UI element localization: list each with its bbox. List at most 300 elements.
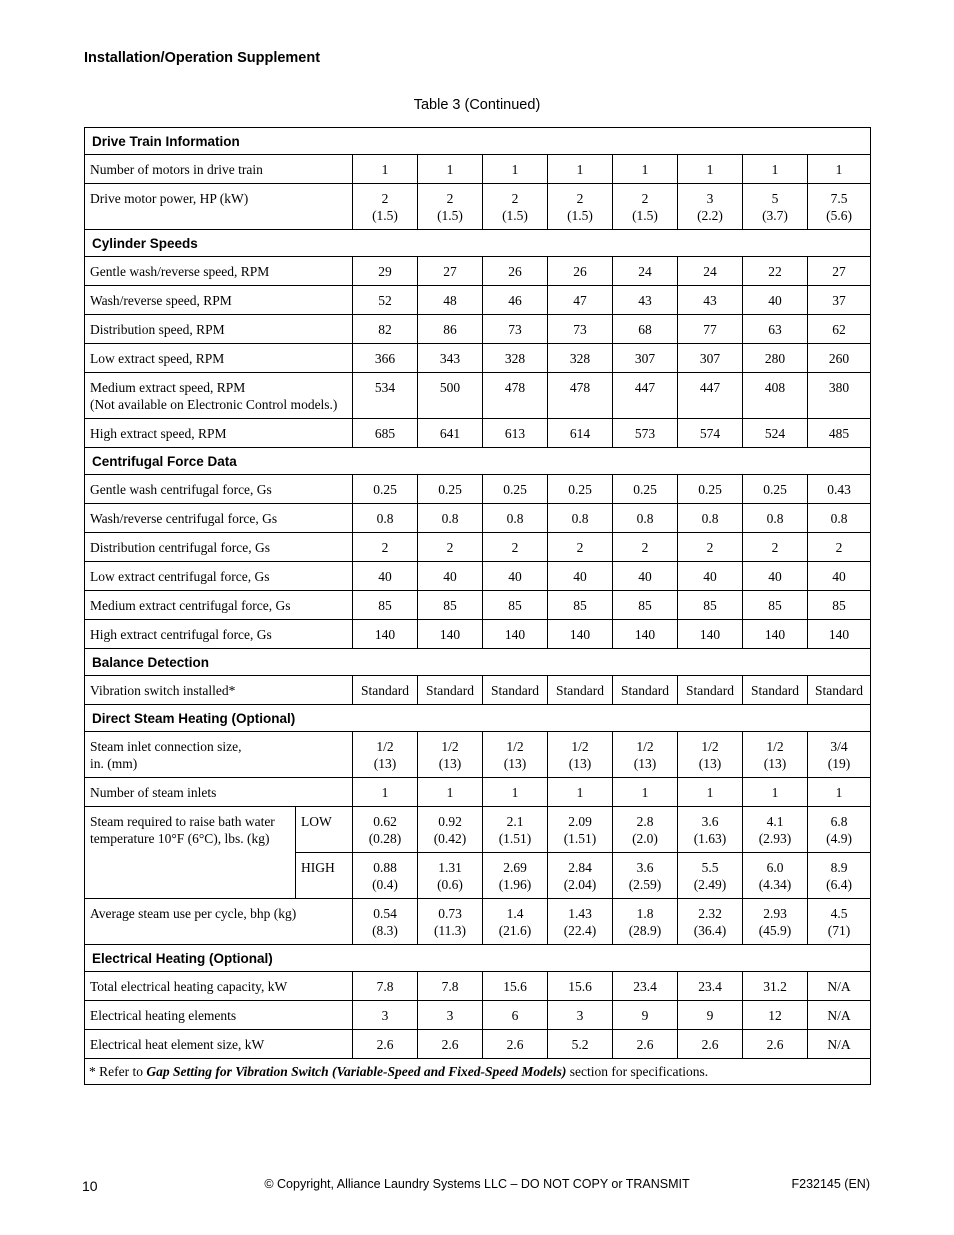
cell-line: 1 — [706, 785, 714, 800]
cell-line: 40 — [768, 293, 782, 308]
cell-line: 140 — [439, 627, 461, 642]
value-cell — [483, 778, 548, 807]
cell-line: 27 — [832, 264, 846, 279]
cell-line: 3 — [446, 1008, 454, 1023]
cell-line: 68 — [638, 322, 652, 337]
cell-line: (6.4) — [826, 877, 852, 892]
cell-line: 85 — [573, 598, 587, 613]
value-cell — [808, 778, 871, 807]
cell-line: 77 — [703, 322, 717, 337]
value-cell — [483, 676, 548, 705]
cell-line: Drive motor power, HP (kW) — [90, 191, 249, 206]
cell-line: 1 — [771, 162, 779, 177]
cell-line: 685 — [374, 426, 396, 441]
cell-line: 485 — [828, 426, 850, 441]
value-cell — [743, 286, 808, 315]
cell-line: 1 — [641, 785, 649, 800]
value-cell — [353, 475, 418, 504]
value-cell — [808, 315, 871, 344]
cell-line: 5 — [771, 191, 779, 206]
value-cell — [808, 562, 871, 591]
cell-line: 1 — [706, 162, 714, 177]
cell-line: 343 — [439, 351, 461, 366]
row-label — [85, 1030, 353, 1059]
cell-line: 140 — [699, 627, 721, 642]
cell-line: 478 — [504, 380, 526, 395]
table-row — [85, 344, 871, 373]
cell-line: 3 — [576, 1008, 584, 1023]
value-cell — [678, 475, 743, 504]
value-cell — [808, 807, 871, 853]
cell-line: 40 — [832, 569, 846, 584]
cell-line: Wash/reverse centrifugal force, Gs — [90, 511, 278, 526]
cell-line: 0.62 — [373, 814, 397, 829]
value-cell — [353, 972, 418, 1001]
cell-line: 478 — [569, 380, 591, 395]
cell-line: 1 — [835, 162, 843, 177]
cell-line: 5.2 — [571, 1037, 589, 1052]
row-label — [85, 533, 353, 562]
value-cell — [743, 373, 808, 419]
cell-line: (1.5) — [567, 208, 593, 223]
cell-line: (2.04) — [563, 877, 597, 892]
value-cell — [678, 315, 743, 344]
value-cell — [743, 155, 808, 184]
cell-line: 2.6 — [506, 1037, 524, 1052]
cell-line: 63 — [768, 322, 782, 337]
cell-line: 447 — [634, 380, 656, 395]
value-cell — [353, 899, 418, 945]
cell-line: 48 — [443, 293, 457, 308]
cell-line: Standard — [686, 683, 734, 698]
table-row — [85, 676, 871, 705]
table-row — [85, 899, 871, 945]
cell-line: Electrical heating elements — [90, 1008, 237, 1023]
value-cell — [418, 562, 483, 591]
value-cell — [613, 676, 678, 705]
row-label — [85, 676, 353, 705]
cell-line: 447 — [699, 380, 721, 395]
specifications-table — [84, 127, 871, 1085]
section-title: Centrifugal Force Data — [85, 448, 871, 475]
cell-line: Wash/reverse speed, RPM — [90, 293, 232, 308]
value-cell — [548, 475, 613, 504]
cell-line: 1/2 — [636, 739, 654, 754]
cell-line: 0.25 — [373, 482, 397, 497]
value-cell — [613, 853, 678, 899]
cell-line: (45.9) — [758, 923, 792, 938]
value-cell — [548, 620, 613, 649]
cell-line: 29 — [378, 264, 392, 279]
value-cell — [548, 732, 613, 778]
cell-line: 1.8 — [636, 906, 654, 921]
row-label — [85, 899, 353, 945]
cell-line: 366 — [374, 351, 396, 366]
cell-line: 1/2 — [766, 739, 784, 754]
value-cell — [678, 504, 743, 533]
value-cell — [808, 1001, 871, 1030]
cell-line: 2.6 — [636, 1037, 654, 1052]
cell-line: 26 — [508, 264, 522, 279]
cell-line: 2 — [511, 191, 519, 206]
value-cell — [743, 620, 808, 649]
value-cell — [613, 344, 678, 373]
value-cell — [678, 778, 743, 807]
section-title: Drive Train Information — [85, 128, 871, 155]
cell-line: (1.5) — [372, 208, 398, 223]
cell-line: 6.8 — [830, 814, 848, 829]
row-label — [85, 591, 353, 620]
cell-line: 2.6 — [701, 1037, 719, 1052]
value-cell — [808, 257, 871, 286]
cell-line: 2 — [835, 540, 843, 555]
value-cell — [418, 807, 483, 853]
cell-line: 0.8 — [506, 511, 524, 526]
section-title: Electrical Heating (Optional) — [85, 945, 871, 972]
cell-line: N/A — [827, 1008, 851, 1023]
row-label — [85, 286, 353, 315]
cell-line: 40 — [443, 569, 457, 584]
cell-line: 7.8 — [441, 979, 459, 994]
value-cell — [353, 257, 418, 286]
value-cell — [548, 504, 613, 533]
cell-line: 1 — [381, 162, 389, 177]
row-sublabel: LOW — [296, 807, 353, 853]
cell-line: 24 — [638, 264, 652, 279]
cell-line: 140 — [504, 627, 526, 642]
value-cell — [418, 899, 483, 945]
row-label — [85, 807, 296, 899]
value-cell — [418, 475, 483, 504]
cell-line: (1.5) — [502, 208, 528, 223]
value-cell — [808, 533, 871, 562]
value-cell — [743, 504, 808, 533]
cell-line: Electrical heat element size, kW — [90, 1037, 265, 1052]
value-cell — [483, 807, 548, 853]
cell-line: 73 — [573, 322, 587, 337]
value-cell — [743, 732, 808, 778]
value-cell — [483, 1030, 548, 1059]
cell-line: 1 — [446, 785, 454, 800]
cell-line: (Not available on Electronic Control models.) — [90, 397, 338, 412]
cell-line: High extract centrifugal force, Gs — [90, 627, 272, 642]
value-cell — [678, 257, 743, 286]
value-cell — [678, 533, 743, 562]
value-cell — [678, 419, 743, 448]
value-cell — [483, 475, 548, 504]
row-label — [85, 620, 353, 649]
cell-line: N/A — [827, 979, 851, 994]
cell-line: 2 — [446, 191, 454, 206]
value-cell — [353, 373, 418, 419]
footnote-row — [85, 1059, 871, 1085]
cell-line: 1.31 — [438, 860, 462, 875]
cell-line: 2.1 — [506, 814, 524, 829]
value-cell — [418, 315, 483, 344]
cell-line: 1/2 — [701, 739, 719, 754]
cell-line: 2.32 — [698, 906, 722, 921]
cell-line: High extract speed, RPM — [90, 426, 227, 441]
value-cell — [418, 373, 483, 419]
value-cell — [613, 732, 678, 778]
value-cell — [743, 778, 808, 807]
cell-line: 85 — [508, 598, 522, 613]
value-cell — [743, 899, 808, 945]
cell-line: Standard — [621, 683, 669, 698]
cell-line: 1/2 — [441, 739, 459, 754]
value-cell — [483, 620, 548, 649]
cell-line: 6.0 — [766, 860, 784, 875]
row-label — [85, 315, 353, 344]
cell-line: (13) — [503, 756, 527, 771]
cell-line: (4.9) — [826, 831, 852, 846]
cell-line: 260 — [828, 351, 850, 366]
cell-line: (1.51) — [563, 831, 597, 846]
value-cell — [548, 155, 613, 184]
cell-line: 9 — [641, 1008, 649, 1023]
cell-line: Standard — [751, 683, 799, 698]
section-title: Direct Steam Heating (Optional) — [85, 705, 871, 732]
cell-line: 7.5 — [830, 191, 848, 206]
value-cell — [678, 899, 743, 945]
value-cell — [678, 1030, 743, 1059]
value-cell — [483, 1001, 548, 1030]
value-cell — [613, 257, 678, 286]
cell-line: (2.93) — [758, 831, 792, 846]
value-cell — [613, 899, 678, 945]
cell-line: 12 — [768, 1008, 782, 1023]
cell-line: 15.6 — [503, 979, 527, 994]
value-cell — [548, 1001, 613, 1030]
cell-line: (2.49) — [693, 877, 727, 892]
value-cell — [418, 184, 483, 230]
cell-line: 6 — [511, 1008, 519, 1023]
cell-line: temperature 10°F (6°C), lbs. (kg) — [90, 831, 270, 846]
cell-line: Low extract centrifugal force, Gs — [90, 569, 270, 584]
row-label — [85, 972, 353, 1001]
value-cell — [483, 184, 548, 230]
cell-line: 85 — [638, 598, 652, 613]
cell-line: 37 — [832, 293, 846, 308]
cell-line: 3.6 — [636, 860, 654, 875]
table-row — [85, 475, 871, 504]
table-row — [85, 591, 871, 620]
section-header-row — [85, 230, 871, 257]
cell-line: 0.25 — [438, 482, 462, 497]
cell-line: 1/2 — [571, 739, 589, 754]
value-cell — [613, 184, 678, 230]
cell-line: 40 — [378, 569, 392, 584]
cell-line: (36.4) — [693, 923, 727, 938]
cell-line: 0.8 — [830, 511, 848, 526]
value-cell — [418, 620, 483, 649]
table-row — [85, 315, 871, 344]
table-row — [85, 562, 871, 591]
cell-line: 534 — [374, 380, 396, 395]
value-cell — [613, 504, 678, 533]
cell-line: 85 — [768, 598, 782, 613]
value-cell — [743, 533, 808, 562]
cell-line: 86 — [443, 322, 457, 337]
value-cell — [743, 344, 808, 373]
value-cell — [418, 778, 483, 807]
value-cell — [678, 344, 743, 373]
cell-line: 1 — [771, 785, 779, 800]
cell-line: 0.92 — [438, 814, 462, 829]
section-header-row — [85, 128, 871, 155]
value-cell — [743, 419, 808, 448]
value-cell — [613, 807, 678, 853]
value-cell — [678, 853, 743, 899]
cell-line: 1/2 — [376, 739, 394, 754]
value-cell — [418, 286, 483, 315]
cell-line: Standard — [491, 683, 539, 698]
value-cell — [743, 562, 808, 591]
cell-line: (0.4) — [372, 877, 398, 892]
table-row — [85, 1030, 871, 1059]
cell-line: 40 — [768, 569, 782, 584]
table-row — [85, 807, 871, 853]
value-cell — [548, 533, 613, 562]
row-label — [85, 419, 353, 448]
value-cell — [808, 344, 871, 373]
table-row — [85, 373, 871, 419]
cell-line: Distribution centrifugal force, Gs — [90, 540, 270, 555]
value-cell — [483, 419, 548, 448]
value-cell — [548, 1030, 613, 1059]
cell-line: 0.25 — [503, 482, 527, 497]
value-cell — [353, 315, 418, 344]
cell-line: Total electrical heating capacity, kW — [90, 979, 288, 994]
cell-line: (2.0) — [632, 831, 658, 846]
value-cell — [743, 1030, 808, 1059]
cell-line: 0.8 — [636, 511, 654, 526]
value-cell — [678, 373, 743, 419]
cell-line: 2 — [576, 191, 584, 206]
cell-line: 2 — [381, 191, 389, 206]
cell-line: 27 — [443, 264, 457, 279]
value-cell — [418, 853, 483, 899]
value-cell — [613, 419, 678, 448]
value-cell — [483, 899, 548, 945]
cell-line: 140 — [569, 627, 591, 642]
section-header-row — [85, 448, 871, 475]
value-cell — [678, 286, 743, 315]
cell-line: (1.63) — [693, 831, 727, 846]
section-header-row — [85, 945, 871, 972]
table-row — [85, 1001, 871, 1030]
cell-line: 0.8 — [376, 511, 394, 526]
row-label — [85, 257, 353, 286]
value-cell — [613, 373, 678, 419]
value-cell — [548, 419, 613, 448]
cell-line: 140 — [828, 627, 850, 642]
value-cell — [743, 972, 808, 1001]
cell-line: Steam required to raise bath water — [90, 814, 275, 829]
value-cell — [613, 1030, 678, 1059]
cell-line: in. (mm) — [90, 756, 138, 771]
value-cell — [483, 257, 548, 286]
table-row — [85, 504, 871, 533]
value-cell — [483, 562, 548, 591]
value-cell — [483, 591, 548, 620]
cell-line: 0.25 — [633, 482, 657, 497]
footnote-suffix: section for specifications. — [566, 1064, 709, 1079]
cell-line: 23.4 — [633, 979, 657, 994]
cell-line: 140 — [634, 627, 656, 642]
value-cell — [613, 972, 678, 1001]
value-cell — [808, 853, 871, 899]
cell-line: 1 — [835, 785, 843, 800]
value-cell — [678, 591, 743, 620]
value-cell — [808, 504, 871, 533]
value-cell — [548, 184, 613, 230]
value-cell — [548, 373, 613, 419]
row-label — [85, 184, 353, 230]
value-cell — [808, 1030, 871, 1059]
row-label — [85, 504, 353, 533]
cell-line: (13) — [633, 756, 657, 771]
footnote-prefix: * Refer to — [89, 1064, 147, 1079]
cell-line: 85 — [703, 598, 717, 613]
cell-line: (13) — [438, 756, 462, 771]
value-cell — [353, 419, 418, 448]
cell-line: 85 — [443, 598, 457, 613]
value-cell — [678, 732, 743, 778]
cell-line: (1.5) — [437, 208, 463, 223]
value-cell — [548, 853, 613, 899]
cell-line: 2 — [446, 540, 454, 555]
section-title: Balance Detection — [85, 649, 871, 676]
cell-line: 7.8 — [376, 979, 394, 994]
cell-line: 8.9 — [830, 860, 848, 875]
cell-line: 15.6 — [568, 979, 592, 994]
value-cell — [548, 286, 613, 315]
cell-line: 3 — [381, 1008, 389, 1023]
cell-line: Standard — [426, 683, 474, 698]
cell-line: 2.8 — [636, 814, 654, 829]
cell-line: (22.4) — [563, 923, 597, 938]
cell-line: 2 — [771, 540, 779, 555]
copyright-notice: © Copyright, Alliance Laundry Systems LLC – DO NOT COPY or TRANSMIT — [264, 1177, 690, 1191]
cell-line: 47 — [573, 293, 587, 308]
cell-line: 40 — [573, 569, 587, 584]
cell-line: 24 — [703, 264, 717, 279]
value-cell — [743, 315, 808, 344]
value-cell — [353, 732, 418, 778]
table-row — [85, 732, 871, 778]
cell-line: 328 — [504, 351, 526, 366]
value-cell — [353, 155, 418, 184]
cell-line: Medium extract centrifugal force, Gs — [90, 598, 291, 613]
value-cell — [548, 899, 613, 945]
cell-line: 4.5 — [830, 906, 848, 921]
section-title: Cylinder Speeds — [85, 230, 871, 257]
cell-line: (0.28) — [368, 831, 402, 846]
value-cell — [743, 591, 808, 620]
value-cell — [808, 732, 871, 778]
table-row — [85, 419, 871, 448]
cell-line: Gentle wash centrifugal force, Gs — [90, 482, 272, 497]
value-cell — [418, 1030, 483, 1059]
cell-line: (71) — [827, 923, 851, 938]
cell-line: 62 — [832, 322, 846, 337]
value-cell — [418, 591, 483, 620]
cell-line: 43 — [703, 293, 717, 308]
cell-line: 2.69 — [503, 860, 527, 875]
value-cell — [678, 1001, 743, 1030]
cell-line: 1.4 — [506, 906, 524, 921]
